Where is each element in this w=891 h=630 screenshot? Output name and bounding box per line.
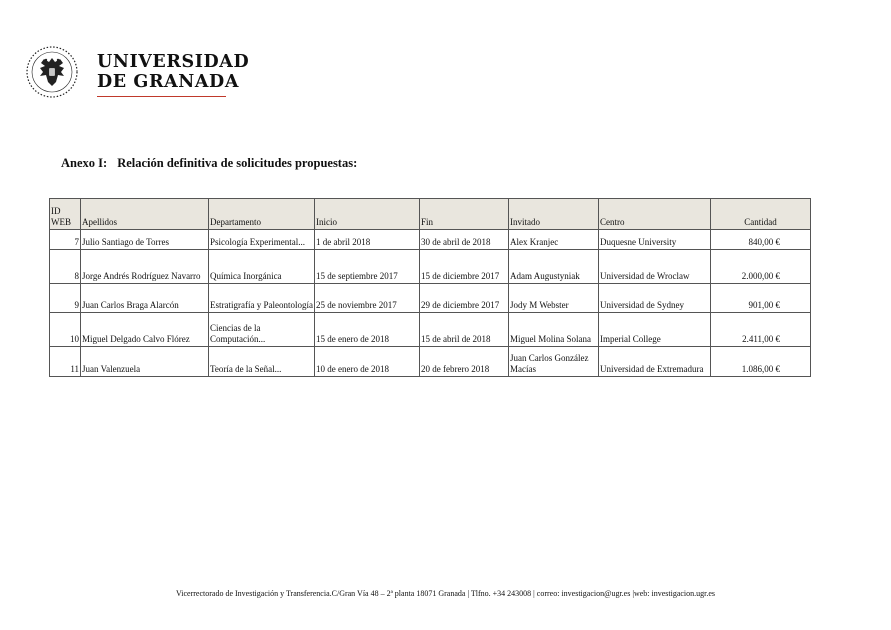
cell-cantidad: 901,00 € — [711, 284, 811, 313]
col-header-departamento: Departamento — [209, 199, 315, 230]
cell-fin: 15 de diciembre 2017 — [420, 250, 509, 284]
cell-centro: Universidad de Wroclaw — [599, 250, 711, 284]
university-seal-logo — [24, 44, 80, 100]
cell-fin: 29 de diciembre 2017 — [420, 284, 509, 313]
cell-cantidad: 2.411,00 € — [711, 313, 811, 347]
col-header-centro: Centro — [599, 199, 711, 230]
cell-inicio: 25 de noviembre 2017 — [315, 284, 420, 313]
col-header-apellidos: Apellidos — [81, 199, 209, 230]
cell-invitado: Miguel Molina Solana — [509, 313, 599, 347]
cell-inicio: 1 de abril 2018 — [315, 230, 420, 250]
cell-departamento: Psicología Experimental... — [209, 230, 315, 250]
cell-fin: 30 de abril de 2018 — [420, 230, 509, 250]
cell-apellidos: Juan Valenzuela — [81, 347, 209, 377]
table-row — [50, 230, 811, 250]
cell-apellidos: Julio Santiago de Torres — [81, 230, 209, 250]
cell-centro: Universidad de Sydney — [599, 284, 711, 313]
table-header-row — [50, 199, 811, 230]
cell-id: 8 — [50, 250, 81, 284]
cell-apellidos: Jorge Andrés Rodríguez Navarro — [81, 250, 209, 284]
cell-departamento: Teoría de la Señal... — [209, 347, 315, 377]
table-row — [50, 250, 811, 284]
annex-label: Anexo I: — [61, 156, 108, 170]
cell-centro: Duquesne University — [599, 230, 711, 250]
col-header-invitado: Invitado — [509, 199, 599, 230]
cell-id: 11 — [50, 347, 81, 377]
cell-invitado: Adam Augustyniak — [509, 250, 599, 284]
cell-invitado: Alex Kranjec — [509, 230, 599, 250]
cell-apellidos: Miguel Delgado Calvo Flórez — [81, 313, 209, 347]
cell-invitado: Jody M Webster — [509, 284, 599, 313]
col-header-inicio: Inicio — [315, 199, 420, 230]
cell-departamento: Ciencias de la Computación... — [209, 313, 315, 347]
requests-table — [49, 198, 811, 377]
cell-departamento: Química Inorgánica — [209, 250, 315, 284]
table-row — [50, 347, 811, 377]
annex-title: Relación definitiva de solicitudes propuestas: — [117, 156, 358, 170]
cell-centro: Imperial College — [599, 313, 711, 347]
cell-cantidad: 840,00 € — [711, 230, 811, 250]
page-title — [61, 156, 357, 171]
cell-id: 9 — [50, 284, 81, 313]
cell-departamento: Estratigrafía y Paleontología — [209, 284, 315, 313]
cell-apellidos: Juan Carlos Braga Alarcón — [81, 284, 209, 313]
col-header-cantidad: Cantidad — [711, 199, 811, 230]
university-brand — [97, 52, 249, 97]
col-header-fin: Fin — [420, 199, 509, 230]
table-row — [50, 284, 811, 313]
cell-id: 10 — [50, 313, 81, 347]
brand-line-1: UNIVERSIDAD — [97, 52, 250, 72]
table-row — [50, 313, 811, 347]
cell-cantidad: 1.086,00 € — [711, 347, 811, 377]
cell-inicio: 15 de enero de 2018 — [315, 313, 420, 347]
cell-cantidad: 2.000,00 € — [711, 250, 811, 284]
col-header-id: ID WEB — [50, 199, 81, 230]
cell-inicio: 10 de enero de 2018 — [315, 347, 420, 377]
cell-invitado: Juan Carlos González Macías — [509, 347, 599, 377]
cell-fin: 20 de febrero 2018 — [420, 347, 509, 377]
page-footer: Vicerrectorado de Investigación y Transferencia.C/Gran Vía 48 – 2ª planta 18071 Granada | Tlfno. +34 243008 | correo: investigacion@ugr.es |web: investigacion.ugr.es — [175, 589, 716, 598]
cell-id: 7 — [50, 230, 81, 250]
brand-underline — [97, 96, 226, 97]
brand-line-2: DE GRANADA — [97, 72, 240, 92]
cell-inicio: 15 de septiembre 2017 — [315, 250, 420, 284]
cell-centro: Universidad de Extremadura — [599, 347, 711, 377]
cell-fin: 15 de abril de 2018 — [420, 313, 509, 347]
